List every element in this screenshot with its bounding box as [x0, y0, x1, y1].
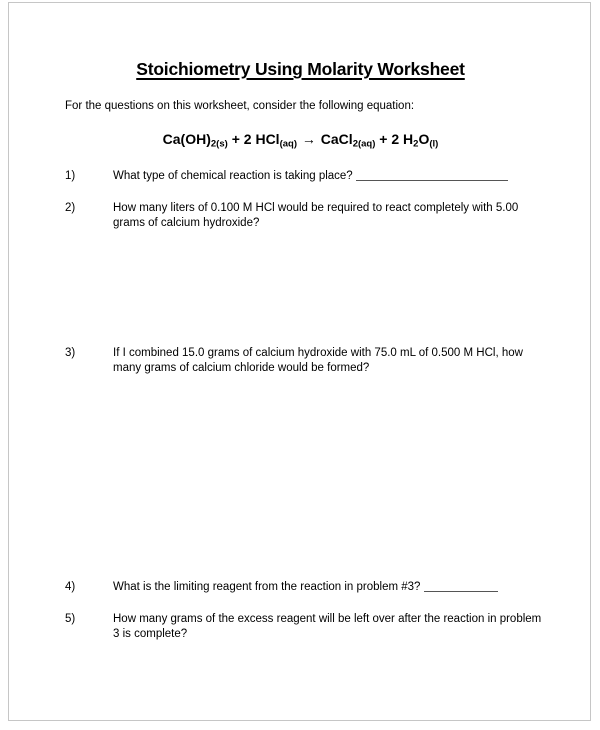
question-number-2: 2) — [65, 202, 76, 214]
question-item-1 — [65, 169, 545, 184]
product-1-subscript: 2(aq) — [352, 138, 376, 150]
question-4-prompt: What is the limiting reagent from the reaction in problem #3? — [113, 581, 421, 593]
equation-reactant-2 — [255, 131, 297, 150]
question-text-1 — [113, 169, 545, 184]
reactant-2-coefficient: 2 — [243, 131, 252, 147]
page-title — [9, 59, 592, 80]
question-number-1: 1) — [65, 170, 76, 182]
product-2-coefficient: 2 — [391, 131, 400, 147]
answer-workspace-5[interactable] — [65, 645, 545, 715]
chemical-equation — [9, 131, 592, 150]
equation-plus-2: + — [379, 131, 388, 147]
reaction-arrow-icon: → — [301, 131, 316, 147]
answer-blank-1[interactable] — [356, 171, 508, 181]
question-item-3 — [65, 346, 545, 375]
intro-instruction: For the questions on this worksheet, consider the following equation: — [65, 100, 415, 112]
product-2-formula-h: H — [403, 131, 414, 147]
product-1-formula: CaCl — [320, 131, 353, 147]
question-number-3: 3) — [65, 347, 76, 359]
answer-workspace-2[interactable] — [65, 235, 545, 340]
page-title-text: Stoichiometry Using Molarity Worksheet — [136, 59, 465, 79]
reactant-2-subscript: (aq) — [279, 138, 297, 150]
reactant-1-subscript: 2(s) — [210, 138, 228, 150]
product-2-subscript-2: 2 — [413, 138, 419, 150]
worksheet-sheet — [9, 3, 592, 722]
equation-reactant-1 — [162, 131, 228, 150]
question-text-5: How many grams of the excess reagent will be left over after the reaction in problem 3 is complete? — [113, 613, 542, 640]
answer-workspace-3[interactable] — [65, 381, 545, 571]
product-2-subscript-l: (l) — [429, 138, 439, 150]
reactant-1-formula: Ca(OH) — [162, 131, 211, 147]
question-item-4 — [65, 580, 545, 595]
question-number-5: 5) — [65, 613, 76, 625]
question-1-prompt: What type of chemical reaction is taking place? — [113, 170, 353, 182]
equation-plus-1: + — [231, 131, 240, 147]
question-text-4 — [113, 580, 545, 595]
answer-blank-4[interactable] — [424, 582, 498, 592]
reactant-2-formula: HCl — [255, 131, 280, 147]
question-text-3: If I combined 15.0 grams of calcium hydroxide with 75.0 mL of 0.500 M HCl, how many grams of calcium chloride would be formed? — [113, 347, 523, 374]
question-item-2 — [65, 201, 545, 230]
question-text-2: How many liters of 0.100 M HCl would be required to react completely with 5.00 grams of calcium hydroxide? — [113, 202, 519, 229]
worksheet-page — [8, 2, 591, 721]
question-item-5 — [65, 612, 545, 641]
equation-product-2 — [403, 131, 439, 150]
question-number-4: 4) — [65, 581, 76, 593]
equation-product-1 — [320, 131, 376, 150]
product-2-formula-o: O — [418, 131, 430, 147]
